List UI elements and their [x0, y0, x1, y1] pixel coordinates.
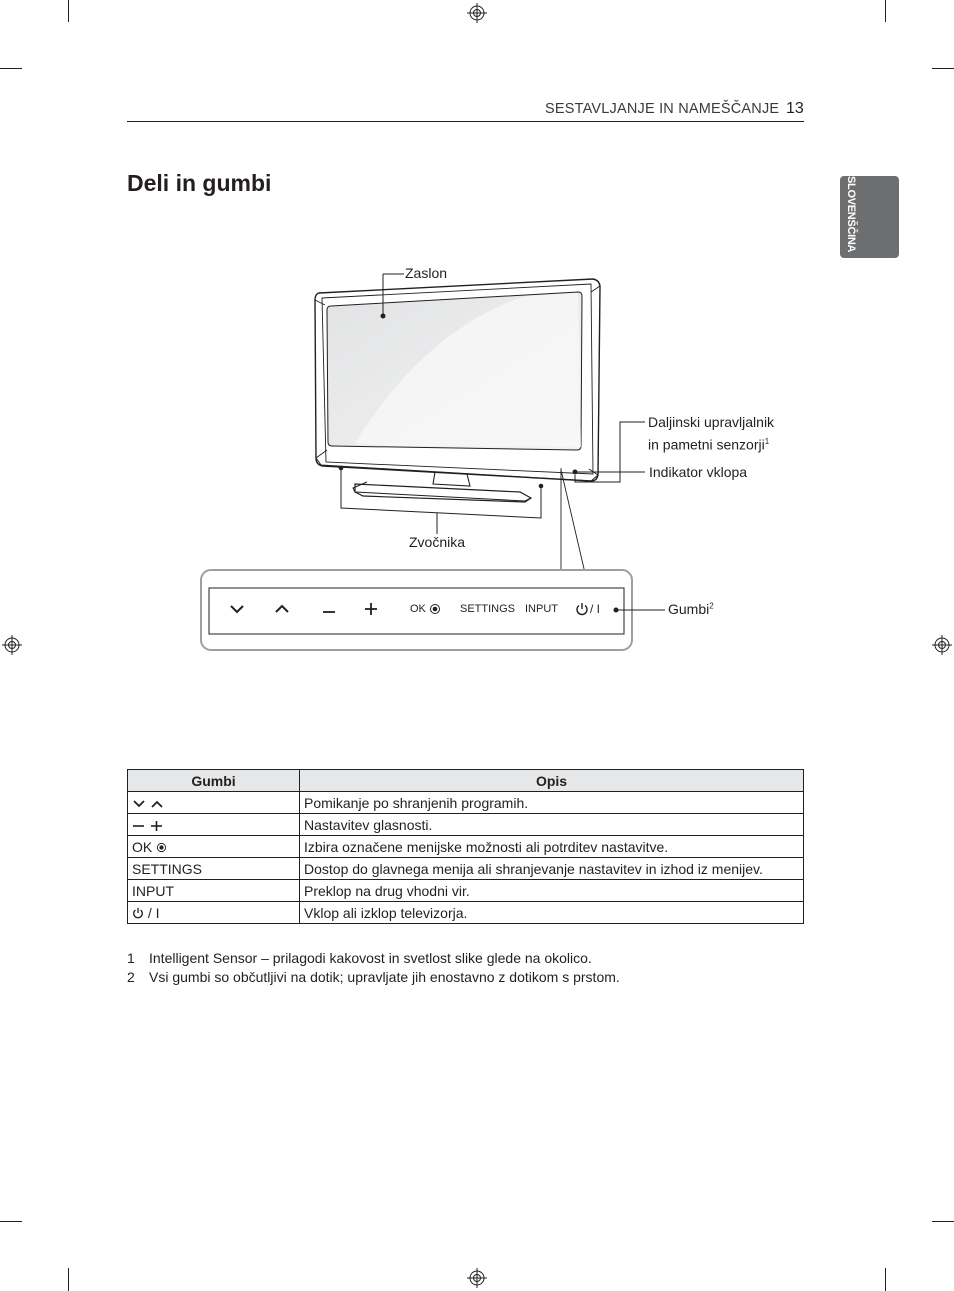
page-title: Deli in gumbi [127, 170, 272, 196]
table-cell-button: SETTINGS [128, 858, 300, 880]
label-speakers: Zvočnika [409, 534, 466, 550]
table-cell-desc: Dostop do glavnega menija ali shranjevanje nastavitev in izhod iz menijev. [300, 858, 804, 880]
label-buttons [668, 601, 714, 617]
footnote-ref-2: 2 [709, 601, 714, 611]
table-cell-desc: Vklop ali izklop televizorja. [300, 902, 804, 924]
table-row [128, 902, 804, 924]
chevron-down-icon [132, 799, 146, 809]
crop-mark [0, 68, 22, 69]
language-tab [840, 176, 899, 258]
table-cell-desc: Pomikanje po shranjenih programih. [300, 792, 804, 814]
settings-button[interactable]: SETTINGS [460, 603, 516, 615]
footnote-number: 2 [127, 969, 135, 985]
table-cell-button [128, 836, 300, 858]
footnote-text: Intelligent Sensor – prilagodi kakovost in svetlost slike glede na okolico. [149, 950, 592, 966]
footnote-2 [127, 969, 620, 985]
tv-diagram [195, 260, 715, 660]
registration-mark-icon [932, 635, 952, 655]
table-row [128, 836, 804, 858]
table-cell-button: INPUT [128, 880, 300, 902]
input-button[interactable]: INPUT [525, 603, 558, 615]
ok-dot-icon [156, 842, 167, 853]
page-number: 13 [786, 100, 804, 117]
power-icon [132, 907, 144, 919]
chevron-up-icon[interactable] [274, 603, 290, 615]
crop-mark [885, 0, 886, 22]
header-section-title: SESTAVLJANJE IN NAMEŠČANJE [545, 101, 780, 117]
crop-mark [932, 68, 954, 69]
table-row [128, 880, 804, 902]
table-cell-button [128, 902, 300, 924]
table-cell-desc: Izbira označene menijske možnosti ali potrditev nastavitve. [300, 836, 804, 858]
label-remote-line1: Daljinski upravljalnik [648, 414, 775, 430]
table-cell-desc: Nastavitev glasnosti. [300, 814, 804, 836]
ok-dot-icon [429, 603, 441, 615]
registration-mark-icon [2, 635, 22, 655]
label-buttons-text: Gumbi [668, 601, 710, 617]
plus-icon[interactable] [364, 602, 378, 616]
table-header-opis: Opis [300, 770, 804, 792]
table-cell-button [128, 814, 300, 836]
minus-icon [132, 820, 146, 832]
language-tab-label: SLOVENŠČINA [845, 176, 857, 253]
footnote-text: Vsi gumbi so občutljivi na dotik; upravljate jih enostavno z dotikom s prstom. [149, 969, 620, 985]
plus-icon [150, 820, 164, 832]
buttons-table [127, 769, 804, 924]
label-power-indicator: Indikator vklopa [649, 464, 748, 480]
crop-mark [0, 1221, 22, 1222]
label-remote-line2: in pametni senzorji [648, 436, 765, 453]
table-row [128, 814, 804, 836]
table-header-row [128, 770, 804, 792]
table-button-power: / I [147, 904, 160, 921]
label-screen: Zaslon [405, 265, 448, 281]
crop-mark [885, 1268, 886, 1291]
table-row [128, 858, 804, 880]
minus-icon[interactable] [322, 605, 336, 615]
crop-mark [68, 0, 69, 22]
footnote-ref-1: 1 [764, 437, 770, 446]
label-remote-sensor [648, 413, 774, 455]
chevron-down-icon[interactable] [229, 603, 245, 615]
table-row [128, 792, 804, 814]
power-button-label: / I [590, 602, 601, 616]
ok-button[interactable] [410, 603, 426, 615]
table-cell-desc: Preklop na drug vhodni vir. [300, 880, 804, 902]
ok-button-label: OK [410, 603, 426, 615]
power-icon[interactable] [575, 602, 589, 616]
crop-mark [68, 1268, 69, 1291]
header-rule [127, 121, 804, 122]
table-button-ok: OK [132, 838, 153, 855]
registration-mark-icon [467, 3, 487, 23]
table-header-gumbi: Gumbi [128, 770, 300, 792]
registration-mark-icon [467, 1268, 487, 1288]
footnote-1 [127, 950, 592, 966]
chevron-up-icon [150, 799, 164, 809]
table-cell-button [128, 792, 300, 814]
footnote-number: 1 [127, 950, 135, 966]
crop-mark [932, 1221, 954, 1222]
